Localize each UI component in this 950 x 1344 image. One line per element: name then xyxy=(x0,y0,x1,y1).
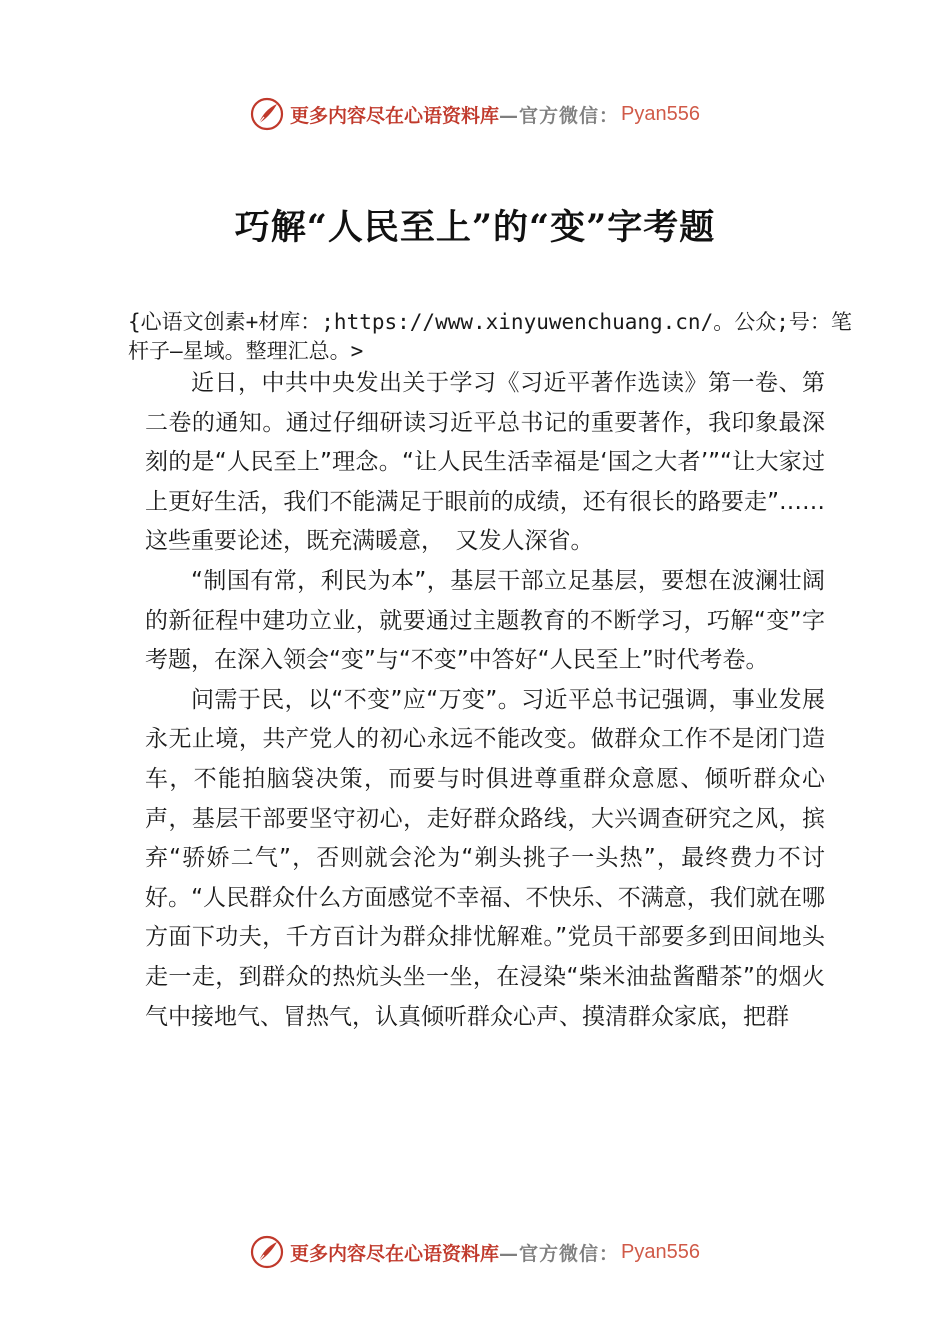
header-watermark xyxy=(0,94,950,134)
watermark-sub-text: —官方微信： xyxy=(499,104,620,127)
watermark-sub-text: —官方微信： xyxy=(499,1242,620,1265)
document-title: 巧解“人民至上”的“变”字考题 xyxy=(234,207,716,248)
watermark-wechat-id: Pyan556 xyxy=(621,1240,700,1263)
paragraph: 问需于民，以“不变”应“万变”。习近平总书记强调，事业发展永无止境，共产党人的初心永远不能改变。做群众工作不是闭门造车，不能拍脑袋决策，而要与时俱进尊重群众意愿、倾听群众心声，基层干部要坚守初心，走好群众路线，大兴调查研究之风，摈弃“骄娇二气”，否则就会沦为“剃头挑子一头热”，最终费力不讨好。“人民群众什么方面感觉不幸福、不快乐、不满意，我们就在哪方面下功夫，千方百计为群众排忧解难。”党员干部要多到田间地头走一走，到群众的热炕头坐一坐，在浸染“柴米油盐酱醋茶”的烟火气中接地气、冒热气，认真倾听群众心声、摸清群众家底，把群 xyxy=(145,686,825,1030)
document-body xyxy=(145,364,825,1037)
paragraph: “制国有常，利民为本”，基层干部立足基层，要想在波澜壮阔的新征程中建功立业，就要通过主题教育的不断学习，巧解“变”字考题，在深入领会“变”与“不变”中答好“人民至上”时代考卷。 xyxy=(145,567,825,674)
watermark-main-text: 更多内容尽在心语资料库 xyxy=(290,1242,500,1265)
watermark-wechat-id: Pyan556 xyxy=(621,102,700,125)
footer-watermark xyxy=(0,1232,950,1272)
source-note: {心语文创素+材库：;https://www.xinyuwenchuang.cn/。公众;号：笔杆子—星域。整理汇总。> xyxy=(128,310,852,363)
watermark-main-text: 更多内容尽在心语资料库 xyxy=(290,104,500,127)
pen-quill-icon xyxy=(250,1235,284,1269)
paragraph: 近日，中共中央发出关于学习《习近平著作选读》第一卷、第二卷的通知。通过仔细研读习近平总书记的重要著作，我印象最深刻的是“人民至上”理念。“让人民生活幸福是‘国之大者’”“让大家过上更好生活，我们不能满足于眼前的成绩，还有很长的路要走”……这些重要论述，既充满暖意， 又发人深省。 xyxy=(145,370,825,555)
pen-quill-icon xyxy=(250,97,284,131)
